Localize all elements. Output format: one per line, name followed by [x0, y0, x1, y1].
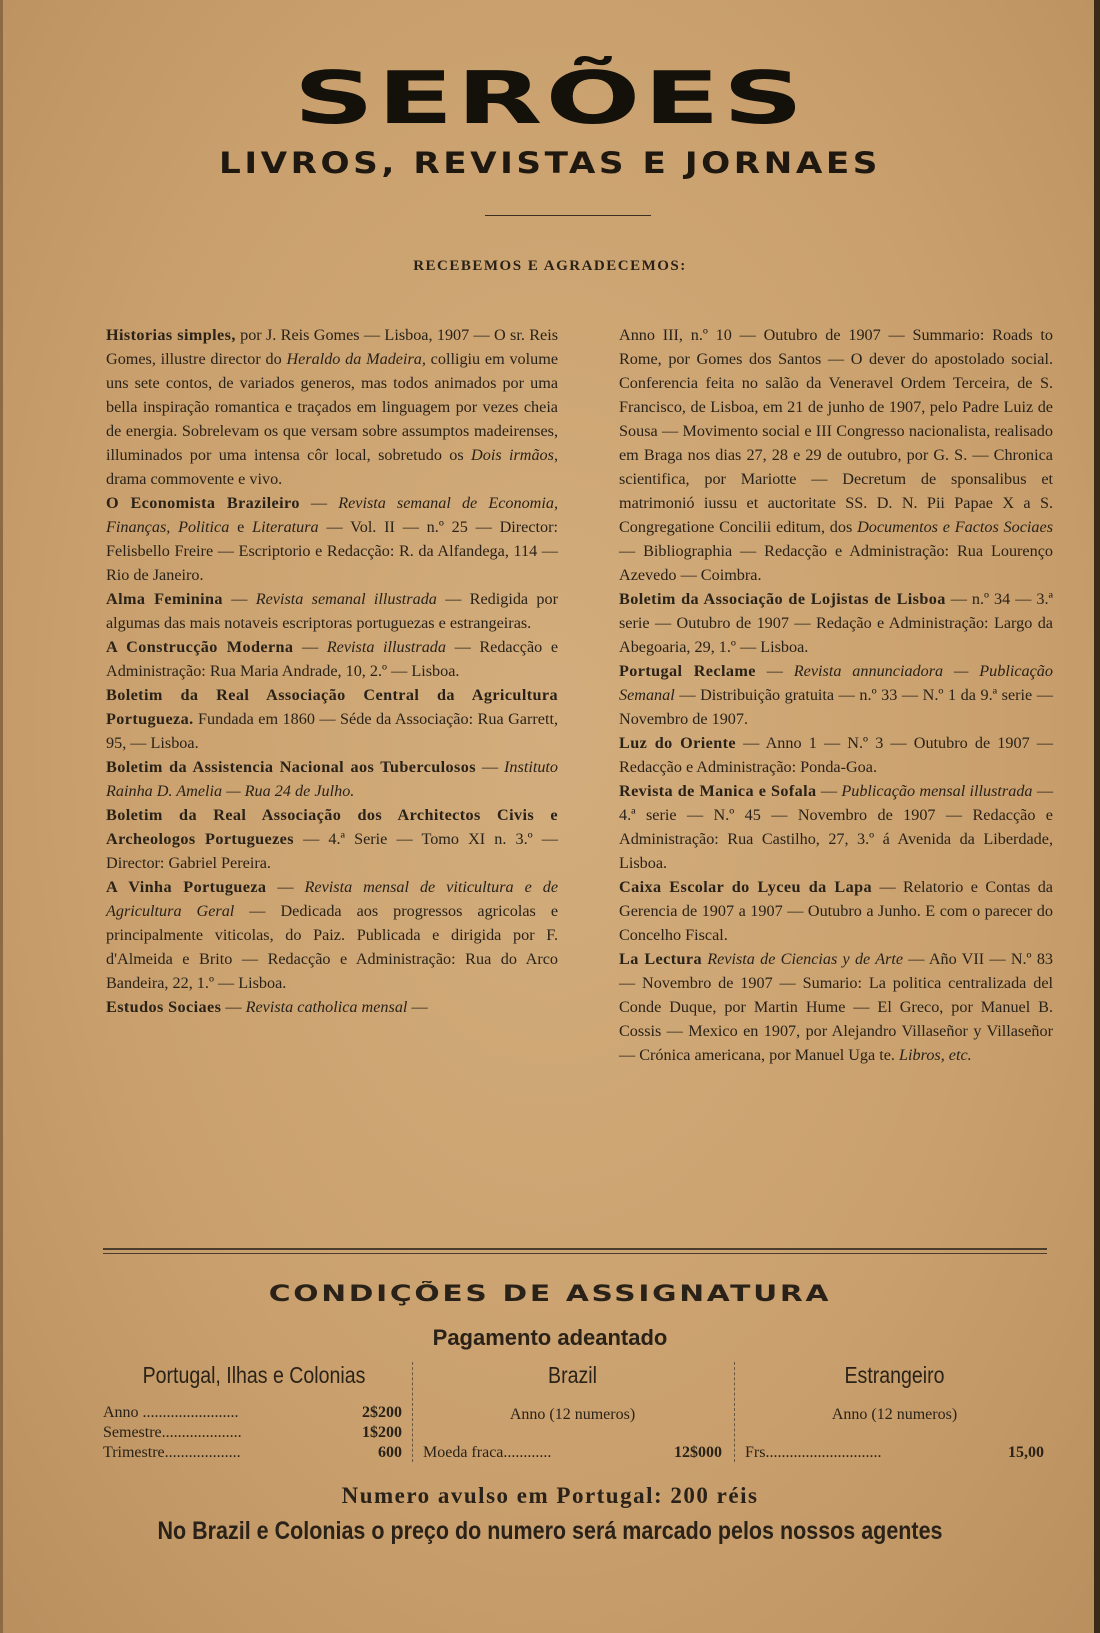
entry-title: Caixa Escolar do Lyceu da Lapa [619, 878, 873, 896]
portugal-row-label: Anno ........................ [103, 1404, 239, 1421]
section-heading: RECEBEMOS E AGRADECEMOS: [413, 258, 687, 274]
entry-text: por J. Reis Gomes — Lisboa, 1907 — O sr. Reis Gomes, illustre director do [106, 326, 558, 368]
entry-text: — [475, 758, 505, 776]
page-edge-left [0, 0, 3, 1633]
entry-text: — Año VII — N.º 83 — Novembro de 1907 — Sumario: La politica centralizada del Conde Duque, por Martin Hume — El Greco, por Manuel B. Cossis — Mexico en 1907, por Alejandro Villaseñor y Villaseñor — Crónica americana, por Manuel Uga te. [619, 950, 1054, 1064]
portugal-row-price: 1$200 [362, 1424, 402, 1441]
portugal-row-label: Trimestre................... [103, 1444, 241, 1461]
portugal-title: Portugal, Ilhas e Colonias [142, 1362, 366, 1388]
divider-wide [103, 1248, 1047, 1250]
listing-entry [106, 491, 558, 587]
listing-entry [106, 875, 558, 995]
entry-text: — Relatorio e Contas da Gerencia de 1907 a 1907 — Outubro a Junho. E com o parecer do Concelho Fiscal. [619, 878, 1053, 944]
entry-text: — Vol. II — n.º 25 — Director: Felisbello Freire — Escriptorio e Redacção: R. da Alfandega, 114 — Rio de Janeiro. [106, 518, 558, 584]
entry-text: e [229, 518, 253, 536]
entry-text: — [816, 782, 842, 800]
listing-entry [106, 995, 558, 1019]
foreign-title: Estrangeiro [844, 1362, 945, 1388]
entry-italic: Heraldo da Madeira, [286, 350, 426, 368]
table-divider [412, 1362, 413, 1462]
subscription-heading: CONDIÇÕES DE ASSIGNATURA [268, 1282, 832, 1307]
entry-title: Luz do Oriente [619, 734, 737, 752]
payment-note: Pagamento adeantado [432, 1325, 668, 1350]
entry-italic: Revista semanal illustrada [255, 590, 437, 608]
entry-italic: Literatura [252, 518, 319, 536]
left-column [106, 323, 558, 1019]
listing-entry [106, 683, 558, 755]
entry-title: A Construcção Moderna [106, 638, 294, 656]
single-issue-price: Numero avulso em Portugal: 200 réis [341, 1483, 759, 1508]
listing-entry [619, 779, 1053, 875]
brazil-price-note: No Brazil e Colonias o preço do numero será marcado pelos nossos agentes [157, 1517, 943, 1545]
listing-entry [619, 947, 1053, 1067]
entry-title: Boletim da Associação de Lojistas de Lisboa [619, 590, 946, 608]
entry-text: — Redacção e Administração: Rua Maria Andrade, 10, 2.º — Lisboa. [106, 638, 559, 680]
page-edge-right [1094, 0, 1100, 1633]
entry-title: Boletim da Real Associação dos Architectos Civis e Archeologos Portuguezes [106, 806, 558, 848]
entry-text: — [222, 590, 256, 608]
listing-entry [106, 587, 558, 635]
entry-title: O Economista Brazileiro [106, 494, 300, 512]
entry-title: A Vinha Portugueza [106, 878, 267, 896]
entry-text: — Bibliographia — Redacção e Administração: Rua Lourenço Azevedo — Coimbra. [619, 542, 1053, 584]
entry-text: — Distribuição gratuita — n.º 33 — N.º 1 da 9.ª serie — Novembro de 1907. [619, 686, 1053, 728]
right-column [619, 323, 1053, 1067]
listing-entry [619, 659, 1053, 731]
entry-text: — [221, 998, 246, 1016]
entry-title: Boletim da Real Associação Central da Agricultura Portugueza. [106, 686, 558, 728]
table-divider [734, 1362, 735, 1462]
entry-text: — Anno 1 — N.º 3 — Outubro de 1907 — Redacção e Administração: Ponda-Goa. [619, 734, 1053, 776]
entry-italic: Libros, etc. [899, 1046, 972, 1064]
entry-italic: Revista catholica mensal [245, 998, 408, 1016]
entry-title: Boletim da Assistencia Nacional aos Tuberculosos [106, 758, 476, 776]
listing-entry [106, 635, 558, 683]
listing-entry [106, 755, 558, 803]
entry-italic: Revista de Ciencias y de Arte [707, 950, 904, 968]
masthead-subtitle: LIVROS, REVISTAS E JORNAES [218, 146, 881, 180]
foreign-label: Frs............................. [745, 1444, 882, 1461]
portugal-row-label: Semestre.................... [103, 1424, 242, 1441]
entry-italic: Instituto Rainha D. Amelia — Rua 24 de Julho. [106, 758, 559, 800]
entry-text: — 4.ª Serie — Tomo XI n. 3.º — Director: Gabriel Pereira. [106, 830, 558, 872]
listing-entry [619, 587, 1053, 659]
entry-title: La Lectura [619, 950, 702, 968]
listing-entry [619, 731, 1053, 779]
portugal-column [106, 1362, 402, 1389]
listing-entry [619, 875, 1053, 947]
foreign-period: Anno (12 numeros) [831, 1406, 958, 1423]
entry-title: Revista de Manica e Sofala [619, 782, 817, 800]
portugal-row-price: 600 [378, 1444, 402, 1461]
brazil-price: 12$000 [674, 1444, 722, 1461]
entry-text: — [266, 878, 305, 896]
entry-title: Historias simples, [106, 326, 236, 344]
divider-short [485, 215, 651, 216]
portugal-row-price: 2$200 [362, 1404, 402, 1421]
foreign-price: 15,00 [1008, 1444, 1044, 1461]
entry-text: — 4.ª serie — N.º 45 — Novembro de 1907 — Redacção e Administração: Rua Castilho, 27, 3.º á Avenida da Liberdade, Lisboa. [619, 782, 1054, 872]
masthead-title: SERÕES [293, 56, 807, 140]
listing-entry [106, 323, 558, 491]
entry-italic: Revista illustrada [326, 638, 446, 656]
divider-wide-thin [103, 1253, 1047, 1254]
entry-text: — Redigida por algumas das mais notaveis escriptoras portuguezas e estrangeiras. [106, 590, 559, 632]
foreign-column [742, 1362, 1047, 1389]
brazil-column [420, 1362, 725, 1389]
entry-italic: Dois irmãos, [471, 446, 558, 464]
entry-italic: Publicação mensal illustrada [841, 782, 1033, 800]
entry-title: Estudos Sociaes [106, 998, 222, 1016]
entry-text: — [407, 998, 428, 1016]
brazil-period: Anno (12 numeros) [509, 1406, 636, 1423]
brazil-label: Moeda fraca............ [423, 1444, 552, 1461]
entry-text: drama commovente e vivo. [106, 470, 283, 488]
entry-title: Alma Feminina [106, 590, 223, 608]
entry-text: — [299, 494, 339, 512]
brazil-title: Brazil [548, 1362, 597, 1388]
entry-text: Anno III, n.º 10 — Outubro de 1907 — Summario: Roads to Rome, por Gomes dos Santos — O dever do apostolado social. Conferencia feita no salão da Veneravel Ordem Terceira, de S. Francisco, de Lisboa, em 21 de junho de 1907, pelo Padre Luiz de Sousa — Movimento social e III Congresso nacionalista, realisado em Braga nos dias 27, 28 e 29 de outubro, por G. S. — Chronica scientifica, por Mariotte — Decretum de sponsalibus et matrimonió iussu et auctoritate SS. D. N. Pii Papae X a S. Congregatione Concilii editum, dos [619, 326, 1053, 536]
entry-italic: Revista mensal de viticultura e de Agricultura Geral [106, 878, 558, 920]
entry-text: — [293, 638, 327, 656]
listing-entry [619, 323, 1053, 587]
listing-entry [106, 803, 558, 875]
entry-text: — n.º 34 — 3.ª serie — Outubro de 1907 — Redação e Administração: Largo da Abegoaria, 29, 1.º — Lisboa. [619, 590, 1053, 656]
entry-title: Portugal Reclame [619, 662, 756, 680]
entry-italic: Revista annunciadora — Publicação Semanal [619, 662, 1053, 704]
entry-text: — [755, 662, 794, 680]
entry-italic: Revista semanal de Economia, Finanças, Politica [106, 494, 559, 536]
entry-text: colligiu em volume uns sete contos, de variados generos, mas todos animados por uma bella inspiração romantica e traçados em linguagem por vezes cheia de energia. Sobrelevam os que versam sobre assumptos madeirenses, illuminados por uma intensa côr local, sobretudo os [106, 350, 558, 464]
entry-text: — Dedicada aos progressos agricolas e principalmente viticolas, do Paiz. Publicada e dirigida por F. d'Almeida e Brito — Redacção e Administração: Rua do Arco Bandeira, 22, 1.º — Lisboa. [106, 902, 559, 992]
entry-text: Fundada em 1860 — Séde da Associação: Rua Garrett, 95, — Lisboa. [106, 710, 558, 752]
entry-italic: Documentos e Factos Sociaes [857, 518, 1053, 536]
